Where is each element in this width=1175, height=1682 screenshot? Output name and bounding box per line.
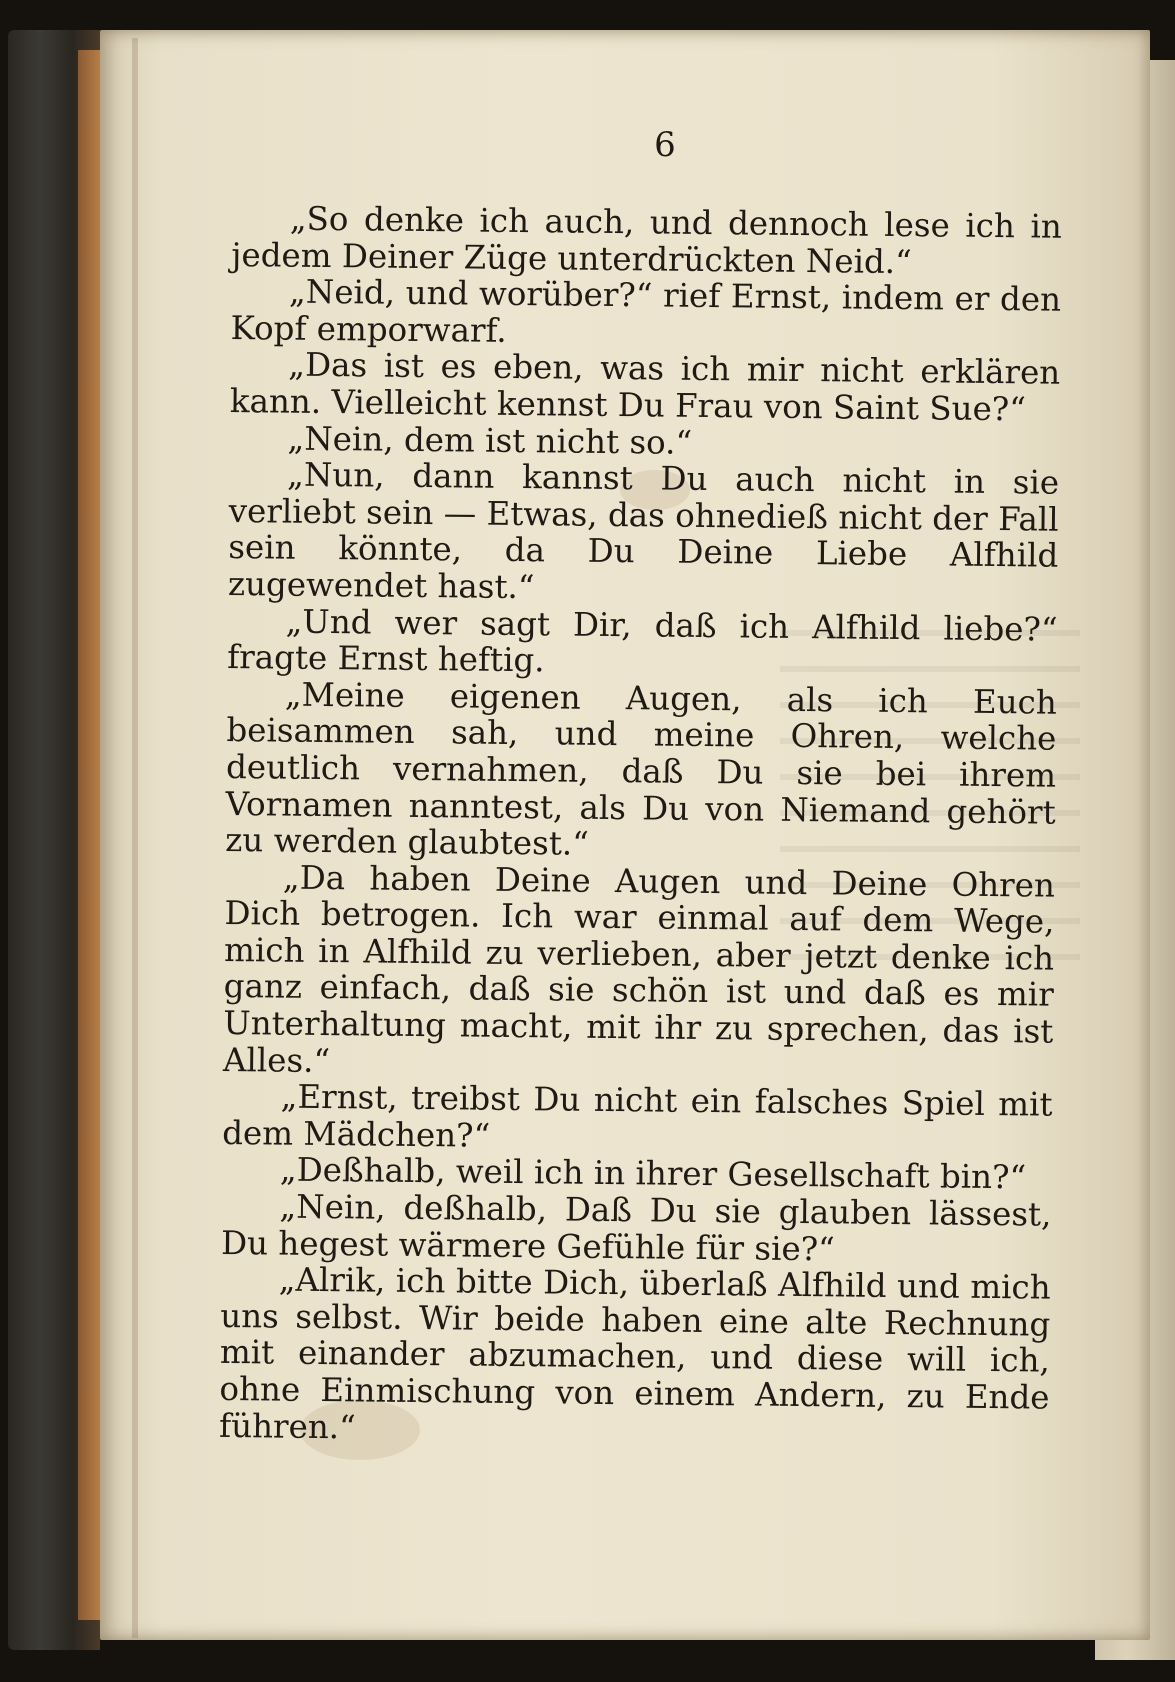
paragraph: „Nein, dem ist nicht so.“: [287, 419, 693, 462]
page-gutter: [132, 38, 138, 1638]
paragraph: „Neid, und worüber?“ rief Ernst, indem er den Kopf emporwarf.: [230, 272, 1062, 350]
paragraph: „Nun, dann kannst Du auch nicht in sie verliebt sein — Etwas, das ohnedieß nicht der Fall sein könnte, da Du Deine Liebe Alfhild zugewendet hast.“: [227, 455, 1060, 607]
body-text: [219, 200, 1062, 1453]
paragraph: „Da haben Deine Augen und Deine Ohren Dich betrogen. Ich war einmal auf dem Wege, mich in Alfhild zu verlieben, aber jetzt denke ich ganz einfach, daß sie schön ist und daß es mir Unterhaltung macht, mit ihr zu sprechen, das ist Alles.“: [222, 858, 1056, 1080]
paragraph: „Alrik, ich bitte Dich, überlaß Alfhild und mich uns selbst. Wir beide haben eine alte Rechnung mit einander abzumachen, und diese will ich, ohne Einmischung von einem Andern, zu Ende führen.“: [218, 1260, 1051, 1446]
paragraph: „Das ist es eben, was ich mir nicht erklären kann. Vielleicht kennst Du Frau von Saint Sue?“: [229, 345, 1061, 429]
paragraph: „Deßhalb, weil ich in ihrer Gesellschaft bin?“: [279, 1150, 1027, 1197]
paragraph: „So denke ich auch, und dennoch lese ich in jedem Deiner Züge unterdrückten Neid.“: [231, 199, 1062, 281]
paragraph: „Und wer sagt Dir, daß ich Alfhild liebe?“ fragte Ernst heftig.: [227, 602, 1058, 680]
paragraph: „Nein, deßhalb, Daß Du sie glauben lässest, Du hegest wärmere Gefühle für sie?“: [220, 1187, 1052, 1268]
page-number: 6: [654, 125, 676, 165]
paragraph: „Ernst, treibst Du nicht ein falsches Spiel mit dem Mädchen?“: [222, 1077, 1053, 1155]
paragraph: „Meine eigenen Augen, als ich Euch beisammen sah, und meine Ohren, welche deutlich vernahmen, daß Du sie bei ihrem Vornamen nanntest, als Du von Niemand gehört zu werden glaubtest.“: [225, 675, 1057, 863]
